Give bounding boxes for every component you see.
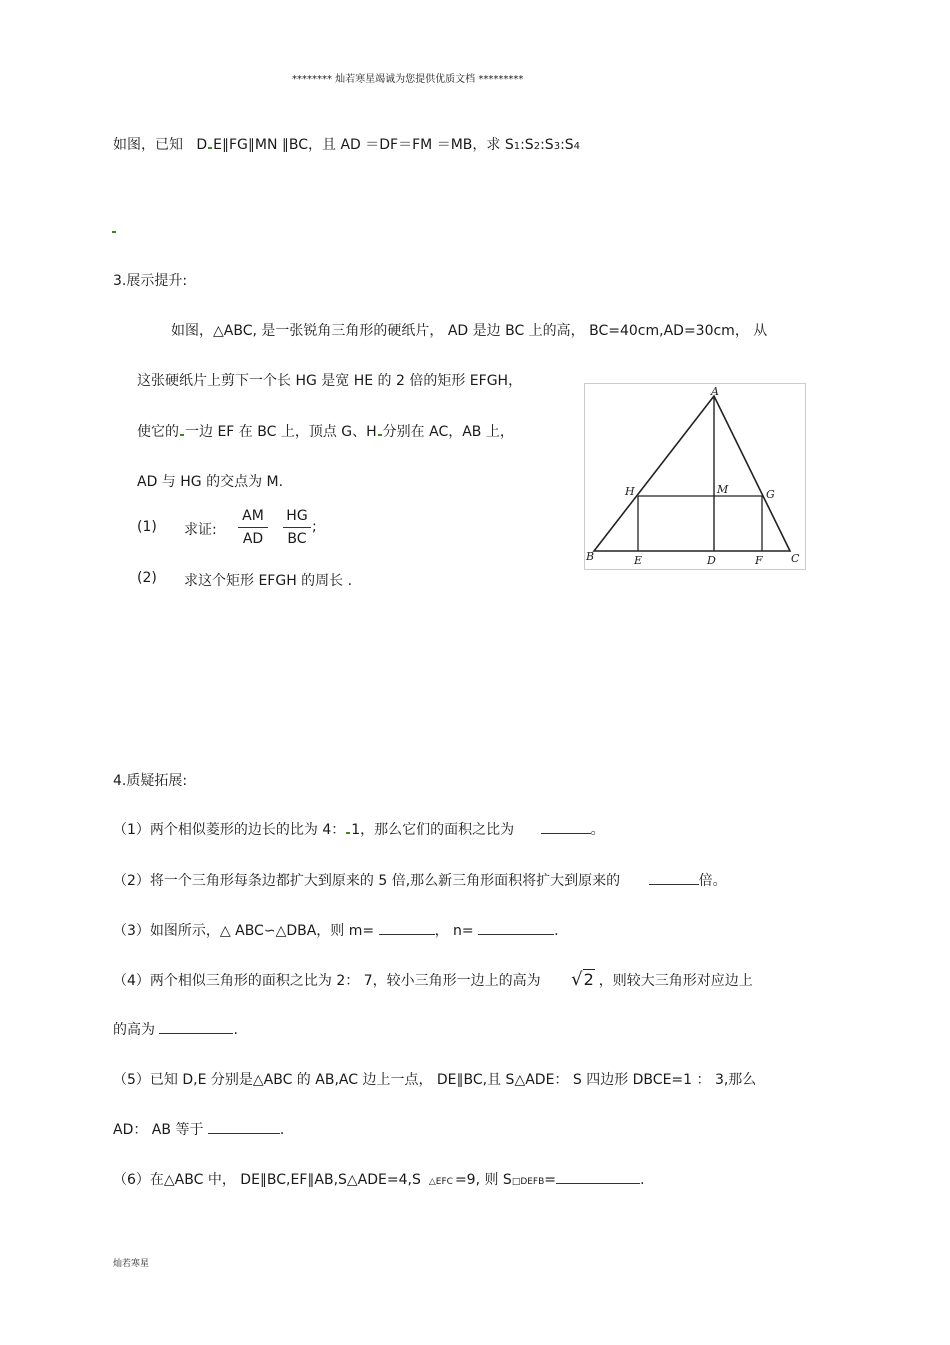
fraction-2-bar — [283, 527, 311, 528]
subscript-4: 4 — [573, 141, 581, 152]
answer-blank[interactable] — [159, 1021, 233, 1034]
q6-part-a: （6）在△ABC 中， DE∥BC,EF∥AB,S△ADE=4,S — [113, 1172, 421, 1188]
question-4-1 — [113, 819, 605, 839]
q2-part-b: 倍。 — [698, 873, 727, 889]
question-4-4-continued — [113, 1019, 238, 1039]
fraction-2-denominator: BC — [287, 531, 307, 547]
q5-part-c: . — [279, 1122, 285, 1138]
label-c: C — [791, 552, 800, 565]
part-2-text: 求这个矩形 EFGH 的周长 . — [184, 573, 353, 589]
label-d: D — [707, 554, 716, 567]
q1-part-b: 1，那么它们的面积之比为 — [351, 822, 515, 838]
ink-mark — [180, 434, 184, 436]
triangle-abc — [594, 396, 790, 551]
label-e: E — [634, 554, 643, 567]
line-3-part-c: 分别在 AC，AB 上， — [382, 424, 514, 440]
section-4-title: 4.质疑拓展: — [113, 773, 188, 789]
question-top-prefix: 如图，已知 — [113, 137, 183, 153]
sqrt-icon: √ — [571, 969, 583, 990]
q5-part-b: AD： AB 等于 — [113, 1122, 204, 1138]
q4-part-a: （4）两个相似三角形的面积之比为 2： 7，较小三角形一边上的高为 — [113, 973, 541, 989]
q2-part-a: （2）将一个三角形每条边都扩大到原来的 5 倍,那么新三角形面积将扩大到原来的 — [113, 873, 621, 889]
label-h: H — [625, 485, 635, 498]
question-4-3 — [113, 920, 559, 940]
page-header: ******** 灿若寒星竭诚为您提供优质文档 ********* — [292, 74, 524, 85]
sqrt-radicand: 2 — [583, 970, 594, 989]
q1-part-c: 。 — [590, 822, 605, 838]
label-m: M — [717, 483, 729, 496]
fraction-1-denominator: AD — [242, 531, 264, 547]
question-4-6 — [113, 1169, 644, 1189]
q6-part-d: . — [640, 1172, 645, 1188]
subscript-2: 2 — [533, 141, 541, 152]
fraction-hg-bc — [283, 506, 311, 549]
colon-2: :S — [540, 137, 554, 153]
question-top-d: D — [196, 137, 208, 153]
label-f: F — [755, 554, 763, 567]
question-4-5-continued — [113, 1119, 284, 1139]
q4-part-d: . — [233, 1022, 238, 1038]
fraction-2-numerator: HG — [286, 508, 308, 524]
question-top — [113, 134, 580, 154]
figure-border — [585, 384, 806, 570]
ink-mark — [208, 147, 212, 149]
ink-mark — [346, 832, 350, 834]
section-3-line-2: 这张硬纸片上剪下一个长 HG 是宽 HE 的 2 倍的矩形 EFGH， — [137, 373, 523, 389]
q3-part-c: . — [554, 923, 559, 939]
line-3-part-a: 使它的 — [137, 424, 179, 440]
part-2-label: (2) — [137, 570, 157, 586]
q1-part-a: （1）两个相似菱形的边长的比为 4： — [113, 822, 346, 838]
colon-1: :S — [520, 137, 534, 153]
fraction-1-numerator: AM — [242, 508, 264, 524]
label-b: B — [586, 550, 595, 563]
ink-mark — [378, 434, 382, 436]
page-footer: 灿若寒星 — [113, 1259, 150, 1269]
section-3-title: 3.展示提升: — [113, 273, 188, 289]
part-1-text: 求证: — [184, 522, 217, 538]
q4-part-c: 的高为 — [113, 1022, 155, 1038]
section-3-line-3 — [137, 421, 514, 441]
label-g: G — [766, 488, 775, 501]
question-top-rest: E∥FG∥MN ∥BC，且 AD ＝DF＝FM ＝MB，求 S — [213, 137, 514, 153]
answer-blank[interactable] — [541, 821, 591, 834]
colon-3: :S — [560, 137, 574, 153]
question-4-5: （5）已知 D,E 分别是△ABC 的 AB,AC 边上一点， DE∥BC,且 S△ADE： S 四边形 DBCE=1 ： 3,那么 — [113, 1072, 757, 1088]
section-3-line-1: 如图，△ABC, 是一张锐角三角形的硬纸片， AD 是边 BC 上的高， BC=40cm,AD=30cm， 从 — [171, 323, 768, 339]
fraction-semicolon: ; — [312, 519, 317, 535]
answer-blank-n[interactable] — [478, 922, 554, 935]
fraction-1-bar — [238, 527, 268, 528]
answer-blank[interactable] — [556, 1171, 640, 1184]
fraction-am-ad — [238, 506, 268, 549]
section-3-line-4: AD 与 HG 的交点为 M. — [137, 474, 284, 490]
q3-part-b: ， n= — [434, 923, 474, 939]
question-4-4 — [113, 969, 753, 990]
label-a: A — [711, 385, 719, 398]
subscript-1: 1 — [513, 141, 521, 152]
line-3-part-b: 一边 EF 在 BC 上，顶点 G、H — [185, 424, 377, 440]
q6-part-b: =9, 则 S — [454, 1172, 512, 1188]
q3-part-a: （3）如图所示，△ ABC∽△DBA，则 m= — [113, 923, 375, 939]
question-4-2 — [113, 870, 727, 890]
sqrt-expression — [571, 969, 595, 990]
q6-subscript-efc: △EFC — [428, 1177, 453, 1187]
answer-blank-m[interactable] — [379, 922, 435, 935]
subscript-3: 3 — [553, 141, 561, 152]
q4-part-b: ，则较大三角形对应边上 — [598, 973, 753, 989]
q6-subscript-defb: □DEFB — [511, 1177, 545, 1187]
answer-blank[interactable] — [208, 1121, 280, 1134]
part-1-label: (1) — [137, 519, 157, 535]
triangle-rectangle-figure — [584, 383, 806, 570]
q6-part-c: = — [544, 1172, 557, 1188]
answer-blank[interactable] — [649, 872, 699, 885]
ink-mark — [112, 231, 116, 233]
